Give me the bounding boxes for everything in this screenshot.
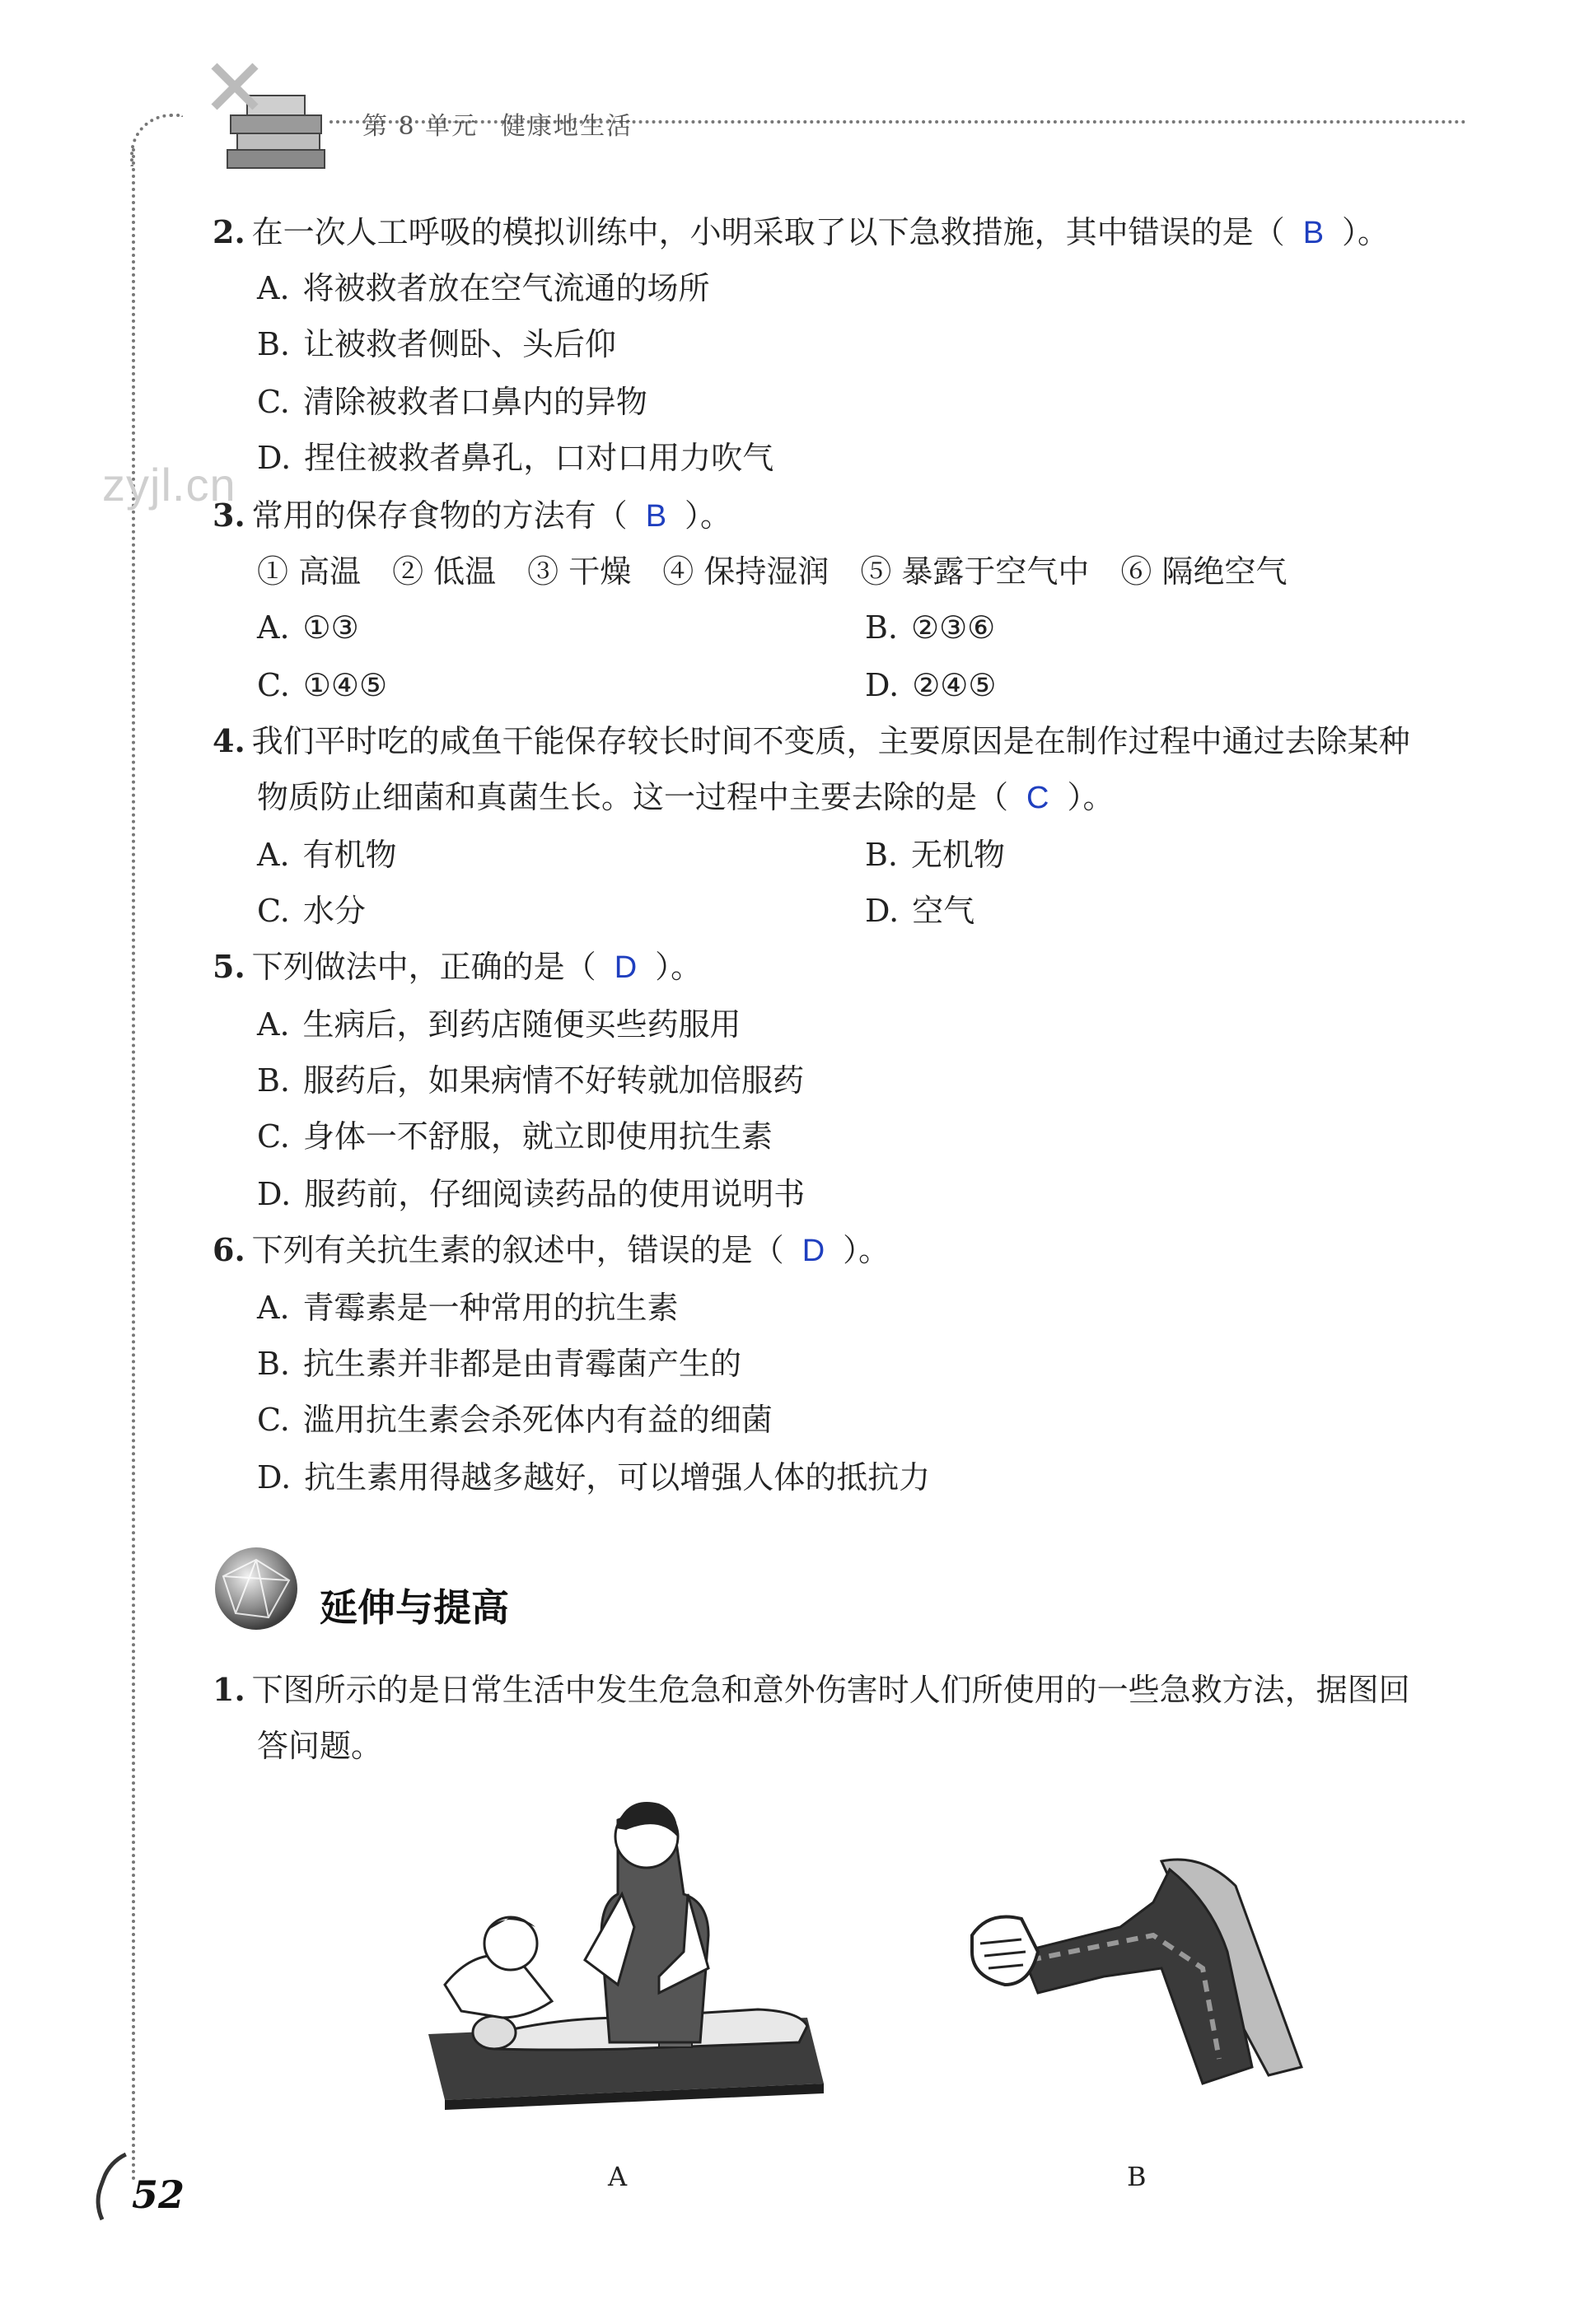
answer-mark: D [614,950,638,985]
question-close: ）。 [655,949,703,985]
option-c [257,384,647,420]
question-stem: 在一次人工呼吸的模拟训练中，小明采取了以下急救措施，其中错误的是（ [251,214,1285,250]
question-stem: 下列做法中，正确的是（ [251,949,596,985]
option-letter: C. [257,667,290,703]
header-corner-decoration [130,114,183,166]
question-number: 1. [213,1671,245,1708]
answer-mark: B [1302,216,1325,250]
question-4 [213,723,1410,759]
watermark: zyjl.cn [102,459,236,511]
header-title: 健康地生活 [501,112,633,141]
option-d [257,1176,805,1212]
option-text: 捏住被救者鼻孔，口对口用力吹气 [304,440,774,476]
question-6 [213,1232,890,1269]
question-3 [213,497,731,534]
option-text: ①④⑤ [302,667,388,703]
margin-rule [132,148,135,2182]
option-letter: B. [257,1346,291,1382]
option-text: 滥用抗生素会杀死体内有益的细菌 [302,1402,773,1438]
question-stem: 下图所示的是日常生活中发生危急和意外伤害时人们所使用的一些急救方法，据图回 [251,1672,1410,1708]
ext-question-1 [213,1672,1410,1708]
option-text: 生病后，到药店随便买些药服用 [302,1006,741,1043]
option-d [257,1459,930,1496]
question-stem: 下列有关抗生素的叙述中，错误的是（ [251,1232,784,1268]
option-text: ②④⑤ [912,667,997,703]
option-b [257,1062,804,1099]
globe-section-icon [211,1543,301,1634]
question-stem: 我们平时吃的咸鱼干能保存较长时间不变质，主要原因是在制作过程中通过去除某种 [251,723,1410,759]
option-text: 让被救者侧卧、头后仰 [303,326,617,362]
figure-b-caption: B [1127,2161,1147,2192]
option-letter: C. [257,1402,290,1438]
option-letter: B. [865,609,899,646]
question-close: ）。 [1342,214,1390,250]
cpr-illustration [412,1771,840,2133]
option-letter: D. [257,440,292,476]
option-text: 将被救者放在空气流通的场所 [302,270,710,306]
option-letter: A. [257,609,290,646]
question-number: 5. [213,948,245,985]
option-d [257,440,773,476]
option-letter: A. [257,1290,290,1326]
question-number: 6. [213,1231,245,1268]
answer-mark: B [645,499,667,534]
option-text: 青霉素是一种常用的抗生素 [302,1290,679,1326]
figure-a-caption: A [608,2161,628,2192]
question-close: ）。 [1067,779,1115,815]
option-b [865,609,995,646]
option-letter: A. [257,270,290,306]
option-text: 清除被救者口鼻内的异物 [302,384,647,420]
option-letter: D. [257,1459,292,1496]
ext-question-1-line-2: 答问题。 [257,1728,383,1764]
option-b [257,1346,741,1382]
option-a [257,609,359,646]
answer-mark: D [802,1234,825,1268]
books-logo-icon [198,49,329,173]
option-letter: D. [865,893,900,929]
option-c [257,1118,773,1155]
option-text: 抗生素并非都是由青霉菌产生的 [303,1346,742,1382]
arm-bandage-illustration [956,1853,1334,2125]
question-number: 3. [213,497,245,534]
option-text: ①③ [302,609,359,646]
option-a [257,270,710,306]
question-number: 2. [213,213,245,250]
question-stem: 常用的保存食物的方法有（ [251,497,628,534]
option-c [257,893,366,929]
option-letter: B. [257,326,291,362]
question-5 [213,949,702,986]
question-4-line-2 [257,779,1114,816]
option-text: 抗生素用得越多越好，可以增强人体的抵抗力 [304,1459,931,1496]
option-letter: C. [257,1118,290,1155]
option-b [257,326,616,362]
question-close: ）。 [843,1232,890,1268]
option-text: 服药后，如果病情不好转就加倍服药 [303,1062,805,1099]
question-number: 4. [213,722,245,759]
question-2 [213,214,1389,251]
option-letter: B. [865,837,899,873]
option-text: 身体一不舒服，就立即使用抗生素 [302,1118,773,1155]
option-text: 有机物 [302,837,397,873]
running-header [362,105,656,142]
option-d [865,667,996,703]
option-text: 服药前，仔细阅读药品的使用说明书 [304,1176,806,1212]
option-a [257,837,397,873]
option-letter: D. [865,667,900,703]
option-text: 无机物 [911,837,1006,873]
answer-mark: C [1026,781,1049,815]
section-title: 延伸与提高 [320,1585,509,1630]
header-unit: 第 8 单元 [362,112,479,141]
option-d [865,893,974,929]
option-c [257,667,387,703]
option-a [257,1006,741,1043]
option-text: 空气 [912,893,975,929]
question-stem-2: 物质防止细菌和真菌生长。这一过程中主要去除的是（ [257,779,1009,815]
option-letter: A. [257,1006,290,1043]
option-text: 水分 [302,893,366,929]
option-letter: A. [257,837,290,873]
option-letter: D. [257,1176,292,1212]
question-items: ① 高温 ② 低温 ③ 干燥 ④ 保持湿润 ⑤ 暴露于空气中 ⑥ 隔绝空气 [257,553,1288,590]
question-close: ）。 [685,497,732,534]
option-letter: C. [257,384,290,420]
page-number: 52 [132,2172,185,2217]
option-letter: B. [257,1062,291,1099]
option-c [257,1402,773,1438]
option-b [865,837,1005,873]
option-text: ②③⑥ [911,609,996,646]
option-letter: C. [257,893,290,929]
option-a [257,1290,679,1326]
